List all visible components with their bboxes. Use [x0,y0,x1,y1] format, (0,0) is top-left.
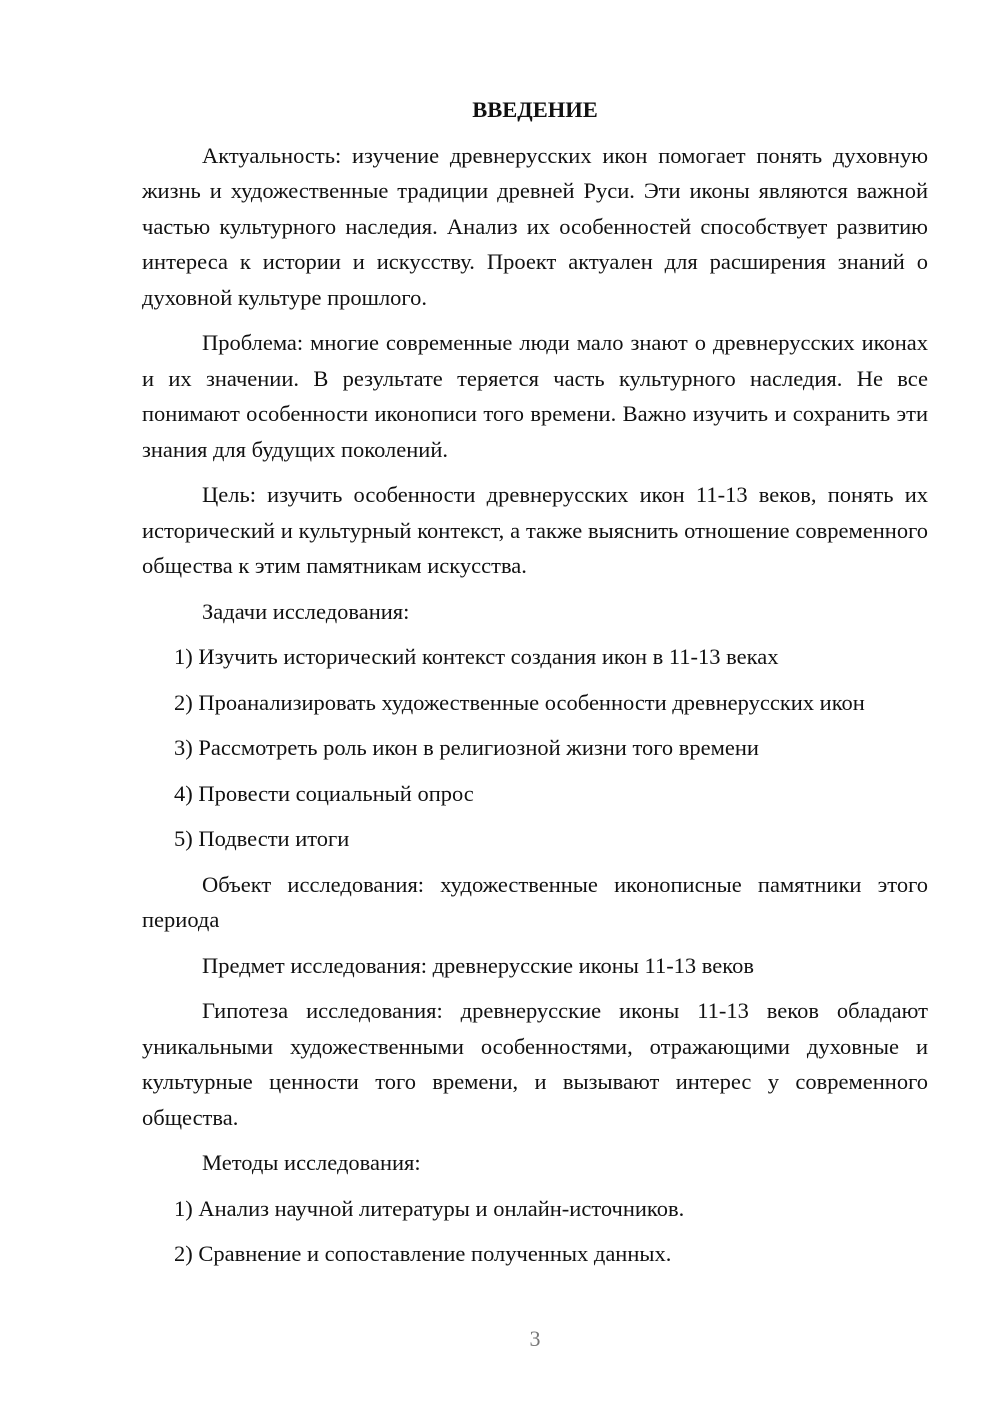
relevance-paragraph: Актуальность: изучение древнерусских икон помогает понять духовную жизнь и художественные традиции древней Руси. Эти иконы являются важной частью культурного наследия. Анализ их особенностей способствует развитию интереса к истории и искусству. Проект актуален для расширения знаний о духовной культуре прошлого. [142,142,928,310]
task-item-5: 5) Подвести итоги [174,826,350,851]
task-item-3: 3) Рассмотреть роль икон в религиозной жизни того времени [174,735,759,760]
page-content [142,92,928,1282]
task-item-2: 2) Проанализировать художественные особенности древнерусских икон [174,689,865,715]
method-item-2: 2) Сравнение и сопоставление полученных данных. [174,1241,672,1266]
methods-heading: Методы исследования: [202,1150,421,1175]
object-paragraph: Объект исследования: художественные иконописные памятники этого периода [142,871,928,932]
page-title: ВВЕДЕНИЕ [472,97,598,122]
page-number: 3 [529,1326,541,1351]
method-item-1: 1) Анализ научной литературы и онлайн-источников. [174,1195,685,1221]
hypothesis-paragraph: Гипотеза исследования: древнерусские иконы 11-13 веков обладают уникальными художественными особенностями, отражающими духовные и культурные ценности того времени, и вызывают интерес у современного общества. [142,998,928,1130]
goal-paragraph: Цель: изучить особенности древнерусских икон 11-13 веков, понять их исторический и культурный контекст, а также выяснить отношение современного общества к этим памятникам искусства. [142,482,928,578]
task-item-4: 4) Провести социальный опрос [174,780,474,806]
tasks-heading: Задачи исследования: [202,598,410,624]
problem-paragraph: Проблема: многие современные люди мало знают о древнерусских иконах и их значении. В результате теряется часть культурного наследия. Не все понимают особенности иконописи того времени. Важно изучить и сохранить эти знания для будущих поколений. [142,330,928,462]
subject-paragraph: Предмет исследования: древнерусские иконы 11-13 веков [202,952,754,978]
task-item-1: 1) Изучить исторический контекст создания икон в 11-13 веках [174,644,779,669]
